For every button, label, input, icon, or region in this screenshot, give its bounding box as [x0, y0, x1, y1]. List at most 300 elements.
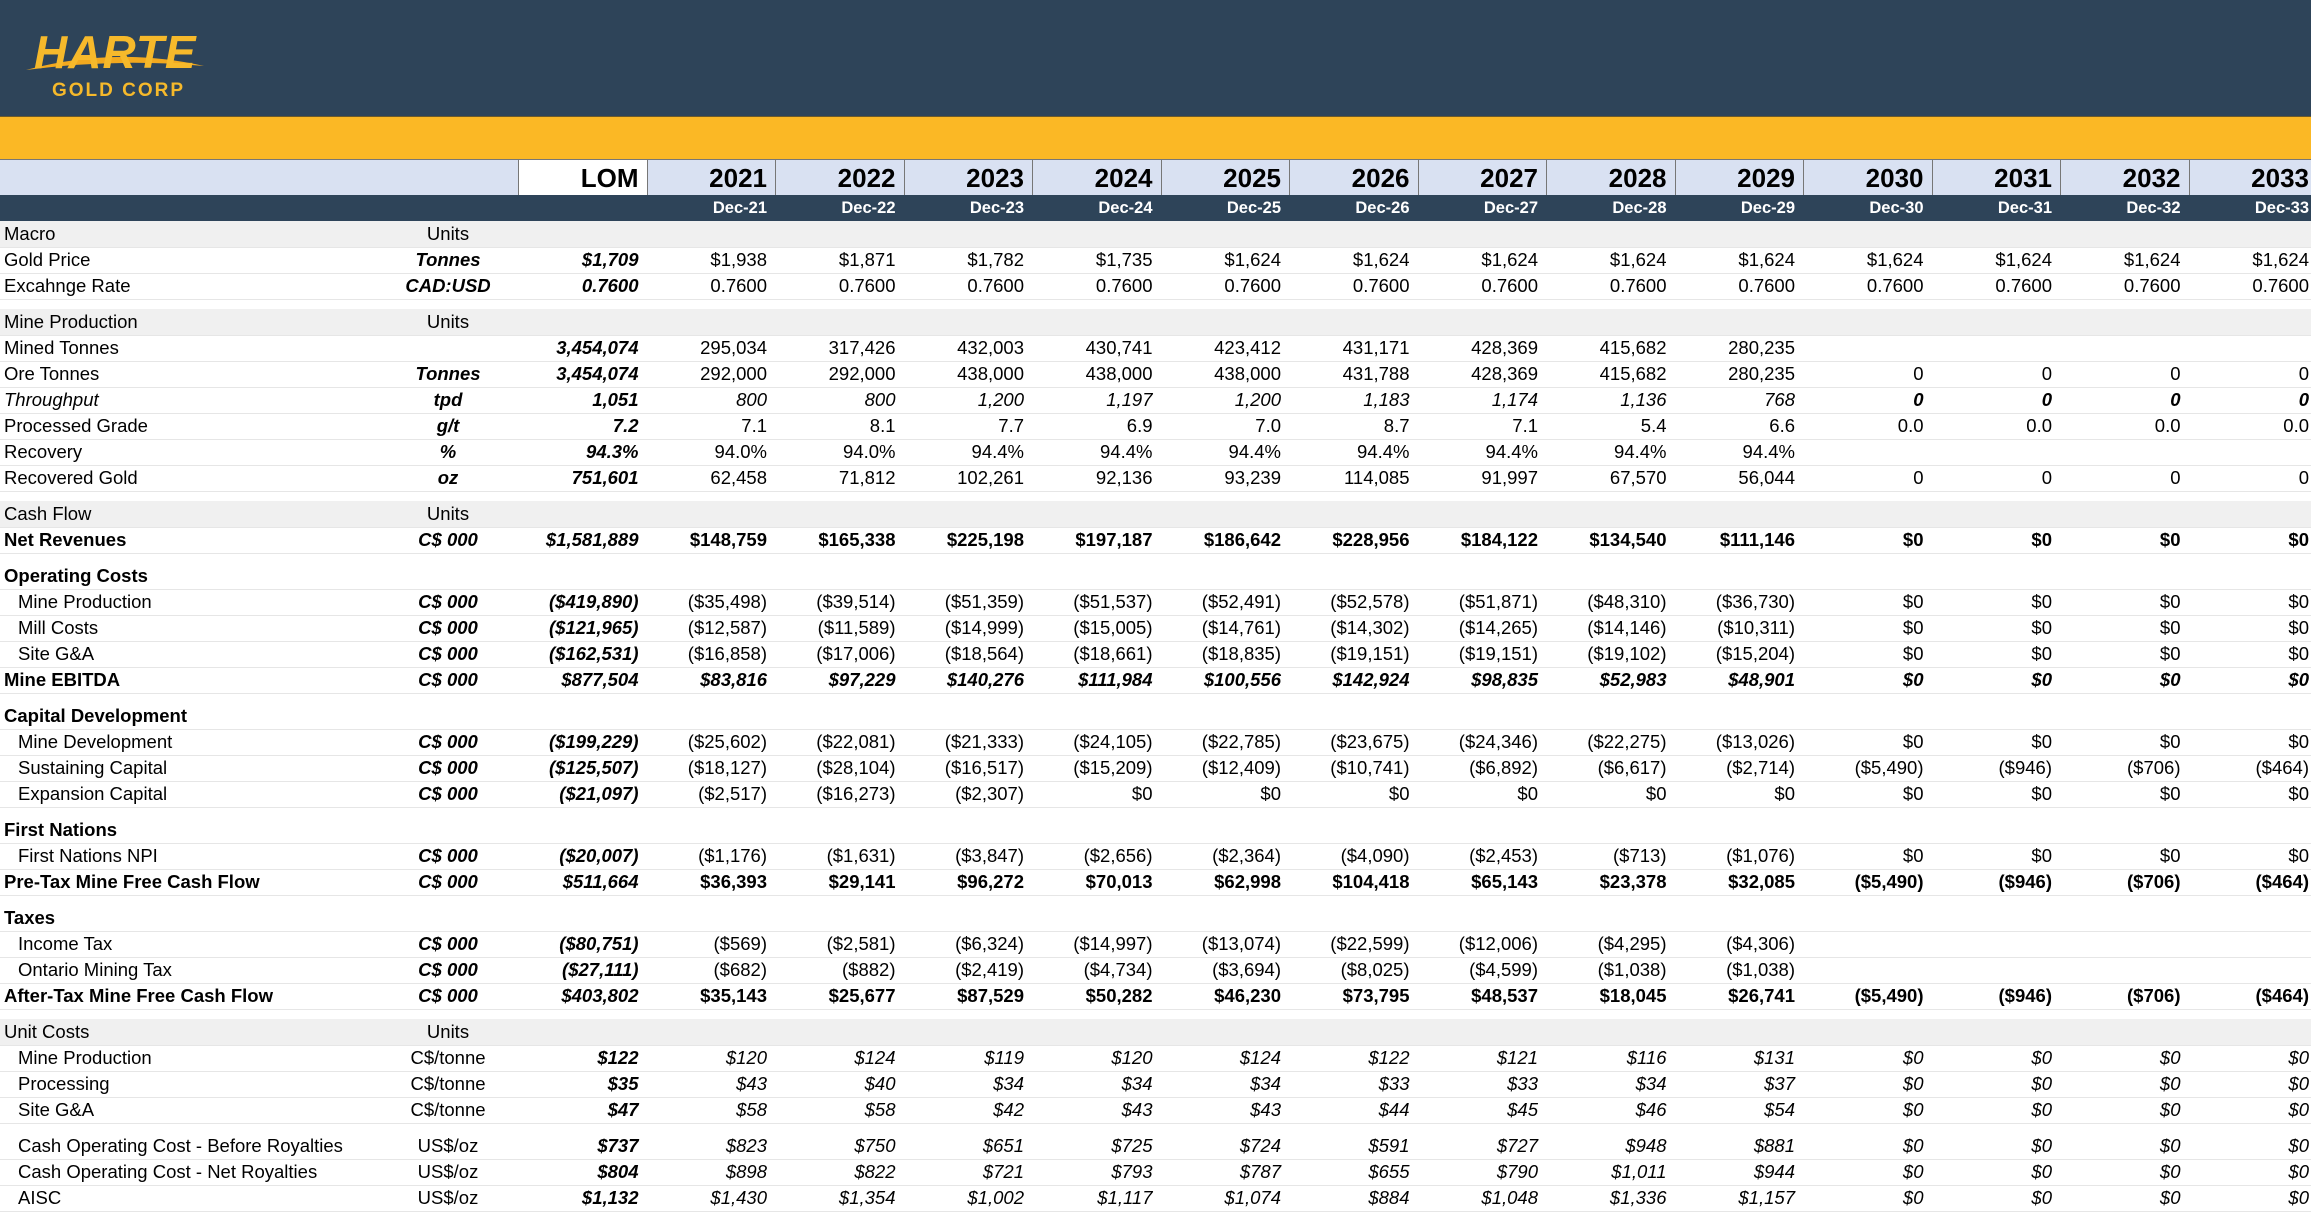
year-header-cell: 2030 [1803, 160, 1932, 196]
row-value: 432,003 [957, 337, 1024, 358]
row-label: Macro [4, 223, 56, 244]
row-value: 295,034 [700, 337, 767, 358]
row-unit: C$/tonne [410, 1099, 486, 1120]
row-value: $0 [1902, 845, 1924, 866]
row-value: 56,044 [1738, 467, 1795, 488]
row-value: ($80,751) [559, 933, 639, 954]
date-header-cell: Dec-26 [1355, 199, 1410, 217]
row-value: $1,117 [1097, 1187, 1153, 1208]
data-row [0, 589, 2311, 616]
data-row [0, 527, 2311, 554]
date-header-cell: Dec-31 [1997, 199, 2052, 217]
row-label: Mine Production [4, 311, 138, 332]
row-unit: Tonnes [415, 249, 481, 270]
row-value: 94.4% [1228, 441, 1281, 462]
row-value: $0 [2159, 1099, 2181, 1120]
row-value: 0.7600 [1224, 275, 1281, 296]
row-value: 800 [864, 389, 896, 410]
row-value: 768 [1764, 389, 1795, 410]
row-value: ($946) [1998, 757, 2052, 778]
row-value: $32,085 [1728, 871, 1795, 892]
row-value: ($22,785) [1201, 731, 1281, 752]
row-value: ($14,997) [1073, 933, 1153, 954]
row-value: ($682) [713, 959, 767, 980]
row-value: 7.7 [998, 415, 1024, 436]
row-value: $0 [2288, 731, 2309, 752]
row-value: $1,624 [2123, 249, 2181, 270]
row-value: $186,642 [1203, 529, 1281, 550]
row-value: $1,581,889 [545, 529, 639, 550]
row-unit: C$ 000 [418, 845, 478, 866]
row-value: ($1,038) [1597, 959, 1667, 980]
row-value: ($20,007) [559, 845, 639, 866]
row-value: $34 [1635, 1073, 1667, 1094]
row-value: $0 [2031, 1161, 2052, 1182]
row-value: 7.0 [1255, 415, 1281, 436]
row-value: $124 [1239, 1047, 1281, 1068]
row-value: $0 [1131, 783, 1153, 804]
data-row [0, 413, 2311, 440]
year-header-cell: 2031 [1932, 160, 2061, 196]
row-value: $790 [1496, 1161, 1538, 1182]
row-value: 0.7600 [1481, 275, 1538, 296]
row-value: ($713) [1613, 845, 1667, 866]
row-value: ($51,537) [1073, 591, 1153, 612]
row-value: 0.7600 [2123, 275, 2181, 296]
row-value: $1,709 [581, 249, 639, 270]
row-unit: C$ 000 [418, 529, 478, 550]
row-value: $65,143 [1471, 871, 1538, 892]
row-value: 0.7600 [710, 275, 767, 296]
date-header-cell: Dec-32 [2126, 199, 2181, 217]
brand-band [0, 116, 2311, 160]
row-value: $1,624 [2252, 249, 2309, 270]
row-value: 0 [2170, 363, 2181, 384]
data-row [0, 1071, 2311, 1098]
row-value: $804 [597, 1161, 639, 1182]
row-label: After-Tax Mine Free Cash Flow [4, 985, 273, 1006]
row-value: $0 [1774, 783, 1795, 804]
row-value: ($2,581) [826, 933, 896, 954]
date-header-cell: Dec-22 [841, 199, 896, 217]
row-value: $45 [1507, 1099, 1538, 1120]
row-label: Recovery [4, 441, 83, 462]
row-value: ($199,229) [549, 731, 639, 752]
row-value: 0 [1913, 467, 1924, 488]
row-label: Cash Flow [4, 503, 92, 524]
row-value: 430,741 [1085, 337, 1153, 358]
row-value: $0 [2288, 1187, 2309, 1208]
row-value: ($22,275) [1587, 731, 1667, 752]
row-value: $1,011 [1611, 1161, 1667, 1182]
row-value: ($18,564) [944, 643, 1024, 664]
data-row [0, 387, 2311, 414]
row-value: 0.7600 [1995, 275, 2052, 296]
row-unit: Units [426, 1021, 470, 1042]
row-value: 0 [2170, 389, 2181, 410]
row-value: $34 [1121, 1073, 1153, 1094]
row-value: 94.0% [843, 441, 896, 462]
row-value: ($464) [2255, 871, 2309, 892]
row-value: ($1,038) [1726, 959, 1795, 980]
data-row [0, 1045, 2311, 1072]
row-value: $0 [2288, 1161, 2309, 1182]
row-value: ($13,074) [1201, 933, 1281, 954]
row-label: Mined Tonnes [4, 337, 119, 358]
data-row [0, 641, 2311, 668]
row-value: ($16,517) [944, 757, 1024, 778]
row-value: ($19,102) [1587, 643, 1667, 664]
row-value: $822 [854, 1161, 896, 1182]
row-value: $111,984 [1078, 669, 1153, 690]
row-value: 0.7600 [2252, 275, 2309, 296]
row-value: 94.4% [971, 441, 1024, 462]
row-unit: tpd [433, 389, 463, 410]
row-unit: C$ 000 [418, 617, 478, 638]
date-header-cell: Dec-33 [2254, 199, 2309, 217]
row-value: $0 [2031, 783, 2052, 804]
row-value: $1,074 [1224, 1187, 1281, 1208]
row-unit: C$ 000 [418, 871, 478, 892]
row-value: $884 [1368, 1187, 1410, 1208]
row-value: ($4,734) [1083, 959, 1153, 980]
data-row [0, 273, 2311, 300]
row-value: 114,085 [1344, 467, 1410, 488]
row-label: Capital Development [4, 705, 187, 726]
row-value [1803, 335, 1932, 361]
row-value: $111,146 [1719, 529, 1795, 550]
row-value: $43 [736, 1073, 767, 1094]
row-value [1932, 335, 2061, 361]
row-unit: Tonnes [415, 363, 481, 384]
row-value: 91,997 [1481, 467, 1538, 488]
row-value: 5.4 [1640, 415, 1667, 436]
row-value: 0.7600 [1095, 275, 1153, 296]
data-row [0, 439, 2311, 466]
data-row [0, 247, 2311, 274]
date-header-cell: Dec-23 [969, 199, 1024, 217]
row-value: 0 [2298, 467, 2309, 488]
row-value: $0 [1645, 783, 1667, 804]
row-label: Ore Tonnes [4, 363, 100, 384]
row-value: 751,601 [571, 467, 639, 488]
row-value: $34 [993, 1073, 1024, 1094]
row-value: ($24,346) [1458, 731, 1538, 752]
logo-graphic [20, 18, 210, 108]
row-value: ($28,104) [816, 757, 896, 778]
row-value: $0 [1260, 783, 1281, 804]
row-value: 0.7600 [1866, 275, 1924, 296]
date-header-cell: Dec-29 [1740, 199, 1795, 217]
row-value: ($35,498) [687, 591, 767, 612]
row-value: 415,682 [1599, 337, 1667, 358]
row-unit: US$/oz [417, 1135, 479, 1156]
row-value: 0 [2041, 389, 2052, 410]
row-value: ($15,005) [1073, 617, 1153, 638]
year-header-cell: 2027 [1418, 160, 1547, 196]
row-value: $0 [2159, 1073, 2181, 1094]
row-value: $0 [1902, 1047, 1924, 1068]
row-value [1932, 957, 2061, 983]
row-value: ($13,026) [1715, 731, 1795, 752]
year-header-cell: LOM [518, 160, 647, 196]
subsection-row [0, 703, 2311, 730]
row-unit: C$ 000 [418, 643, 478, 664]
row-value: $83,816 [700, 669, 767, 690]
row-value: $70,013 [1085, 871, 1153, 892]
row-value: 423,412 [1214, 337, 1281, 358]
row-value: $0 [2159, 1161, 2181, 1182]
row-value: 3,454,074 [556, 337, 639, 358]
row-value: $36,393 [700, 871, 767, 892]
date-header-cell: Dec-21 [712, 199, 767, 217]
row-value: ($1,631) [826, 845, 896, 866]
row-value: $0 [1902, 669, 1924, 690]
row-value: 0.7600 [1738, 275, 1795, 296]
logo-subtitle: GOLD CORP [52, 80, 186, 101]
row-value: $0 [1517, 783, 1538, 804]
row-value: $44 [1378, 1099, 1410, 1120]
row-value: $46 [1635, 1099, 1667, 1120]
row-value: $33 [1378, 1073, 1410, 1094]
row-value: 0 [1913, 363, 1924, 384]
row-value: ($6,617) [1597, 757, 1667, 778]
row-value: 280,235 [1728, 337, 1795, 358]
row-value: $100,556 [1203, 669, 1281, 690]
row-value: ($21,333) [944, 731, 1024, 752]
row-value: ($706) [2127, 871, 2181, 892]
row-value: 0.0 [2026, 415, 2052, 436]
row-unit: C$ 000 [418, 669, 478, 690]
row-value: $0 [2288, 643, 2309, 664]
row-label: Cash Operating Cost - Net Royalties [18, 1161, 318, 1182]
row-value: 7.2 [612, 415, 639, 436]
row-value: $1,782 [967, 249, 1024, 270]
row-value: 0.7600 [581, 275, 639, 296]
row-value: $0 [2288, 1047, 2309, 1068]
row-value: $0 [2031, 1073, 2052, 1094]
row-label: Operating Costs [4, 565, 148, 586]
row-value: $0 [2031, 1099, 2052, 1120]
row-value: 93,239 [1224, 467, 1281, 488]
row-value: $0 [2159, 731, 2181, 752]
row-value: 0.0 [2283, 415, 2309, 436]
row-value: $120 [725, 1047, 767, 1068]
row-value: $47 [607, 1099, 639, 1120]
row-value: ($14,146) [1587, 617, 1667, 638]
date-header-cell: Dec-25 [1226, 199, 1281, 217]
row-value: $0 [1902, 591, 1924, 612]
row-value: $793 [1111, 1161, 1153, 1182]
row-value: ($14,761) [1201, 617, 1281, 638]
row-value: $58 [736, 1099, 767, 1120]
data-row [0, 1159, 2311, 1186]
row-value: 317,426 [828, 337, 896, 358]
row-value [1932, 439, 2061, 465]
row-value: 1,197 [1106, 389, 1153, 410]
year-header-cell: 2029 [1675, 160, 1804, 196]
row-value: ($2,453) [1469, 845, 1538, 866]
row-value: $120 [1111, 1047, 1153, 1068]
row-value: ($882) [842, 959, 896, 980]
row-value: $0 [2159, 783, 2181, 804]
date-header-cell: Dec-27 [1483, 199, 1538, 217]
row-value: ($419,890) [549, 591, 639, 612]
row-value: ($11,589) [817, 617, 896, 638]
row-value: ($15,204) [1715, 643, 1795, 664]
data-row [0, 781, 2311, 808]
row-value: $148,759 [689, 529, 767, 550]
row-value: ($15,209) [1073, 757, 1153, 778]
row-value: $29,141 [828, 871, 896, 892]
row-label: Excahnge Rate [4, 275, 131, 296]
row-value: $225,198 [946, 529, 1024, 550]
harte-gold-logo [20, 18, 210, 108]
row-value: $58 [864, 1099, 896, 1120]
row-unit: CAD:USD [405, 275, 491, 296]
section-header-row [0, 501, 2311, 528]
row-value: ($52,491) [1201, 591, 1281, 612]
row-value: $787 [1239, 1161, 1281, 1182]
data-row [0, 729, 2311, 756]
row-value: 0 [2298, 363, 2309, 384]
row-label: Mine Production [18, 1047, 152, 1068]
row-label: Mine Production [18, 591, 152, 612]
row-value: $1,624 [1995, 249, 2052, 270]
row-value: ($18,835) [1201, 643, 1281, 664]
header-bar [0, 0, 2311, 116]
row-label: Mill Costs [18, 617, 99, 638]
row-value: $0 [2031, 669, 2052, 690]
row-value: $0 [1902, 1073, 1924, 1094]
row-unit: C$ 000 [418, 985, 478, 1006]
row-value: $1,048 [1481, 1187, 1538, 1208]
row-value: $0 [1902, 1099, 1924, 1120]
row-value: $52,983 [1599, 669, 1667, 690]
data-row [0, 335, 2311, 362]
row-value: ($14,999) [944, 617, 1024, 638]
row-value: $104,418 [1332, 871, 1410, 892]
row-value [2189, 957, 2311, 983]
row-value: ($48,310) [1587, 591, 1667, 612]
year-header-cell: 2022 [775, 160, 904, 196]
row-unit [378, 335, 518, 361]
row-value: $0 [2159, 617, 2181, 638]
row-value: 431,788 [1342, 363, 1410, 384]
row-value: 94.4% [1485, 441, 1538, 462]
row-value: $0 [1902, 1161, 1924, 1182]
row-value: $1,336 [1609, 1187, 1667, 1208]
row-value: 71,812 [838, 467, 896, 488]
row-value: ($6,892) [1469, 757, 1538, 778]
row-value: ($5,490) [1854, 757, 1924, 778]
row-value: $34 [1250, 1073, 1281, 1094]
date-header-cell [518, 195, 647, 221]
row-value: 6.9 [1126, 415, 1153, 436]
row-label: Processed Grade [4, 415, 148, 436]
row-unit: C$ 000 [418, 783, 478, 804]
data-row [0, 465, 2311, 492]
row-value: $0 [2159, 643, 2181, 664]
subsection-row [0, 563, 2311, 590]
row-value: ($946) [1998, 871, 2052, 892]
row-value: $142,924 [1332, 669, 1410, 690]
row-value: ($14,265) [1458, 617, 1538, 638]
row-value: $122 [1368, 1047, 1410, 1068]
row-value: 7.1 [741, 415, 767, 436]
row-value: 1,174 [1491, 389, 1538, 410]
row-value: ($706) [2127, 985, 2181, 1006]
row-value: $1,735 [1095, 249, 1153, 270]
row-unit: g/t [436, 415, 460, 436]
row-value: $0 [2288, 1135, 2309, 1156]
row-label: Recovered Gold [4, 467, 138, 488]
row-value: $0 [2031, 643, 2052, 664]
row-value: ($4,599) [1469, 959, 1538, 980]
row-unit: US$/oz [417, 1161, 479, 1182]
row-value: ($2,656) [1083, 845, 1153, 866]
data-row [0, 1133, 2311, 1160]
row-value: 0 [1913, 389, 1924, 410]
year-header-cell: 2028 [1546, 160, 1675, 196]
row-label: Gold Price [4, 249, 91, 270]
row-value: $96,272 [957, 871, 1024, 892]
row-value: ($51,359) [944, 591, 1024, 612]
row-label: Throughput [4, 389, 99, 410]
row-value: $651 [982, 1135, 1024, 1156]
row-value: ($12,006) [1458, 933, 1538, 954]
row-value: $1,624 [1481, 249, 1538, 270]
row-value: $35 [607, 1073, 639, 1094]
row-value: $0 [2031, 1135, 2052, 1156]
row-value: $511,664 [562, 871, 639, 892]
row-value: $25,677 [828, 985, 896, 1006]
row-value: $73,795 [1342, 985, 1410, 1006]
row-value: $1,938 [710, 249, 767, 270]
row-value: 1,183 [1363, 389, 1410, 410]
row-value [2189, 931, 2311, 957]
row-value [2060, 439, 2189, 465]
row-value: 94.4% [1357, 441, 1410, 462]
row-label: First Nations [4, 819, 118, 840]
row-value: ($10,741) [1330, 757, 1410, 778]
row-value: $1,624 [1866, 249, 1924, 270]
logo-wordmark: HARTE [34, 26, 197, 78]
row-value: ($3,847) [955, 845, 1024, 866]
row-value: $140,276 [946, 669, 1024, 690]
row-value: $197,187 [1075, 529, 1153, 550]
row-value: $131 [1753, 1047, 1795, 1068]
row-value: ($52,578) [1330, 591, 1410, 612]
row-value: ($464) [2255, 757, 2309, 778]
row-value: $0 [2031, 845, 2052, 866]
data-row [0, 957, 2311, 984]
row-value: 800 [736, 389, 767, 410]
row-value: ($14,302) [1330, 617, 1410, 638]
row-value: $119 [984, 1047, 1024, 1068]
row-value: $0 [2159, 1135, 2181, 1156]
row-value: $62,998 [1214, 871, 1281, 892]
row-label: Pre-Tax Mine Free Cash Flow [4, 871, 260, 892]
row-value: ($16,858) [687, 643, 767, 664]
row-label: Income Tax [18, 933, 113, 954]
row-value: $0 [2159, 591, 2181, 612]
row-unit: % [439, 441, 457, 462]
year-header-cell: 2021 [647, 160, 776, 196]
row-value [2189, 439, 2311, 465]
row-value: $42 [993, 1099, 1024, 1120]
row-value: ($18,661) [1073, 643, 1153, 664]
